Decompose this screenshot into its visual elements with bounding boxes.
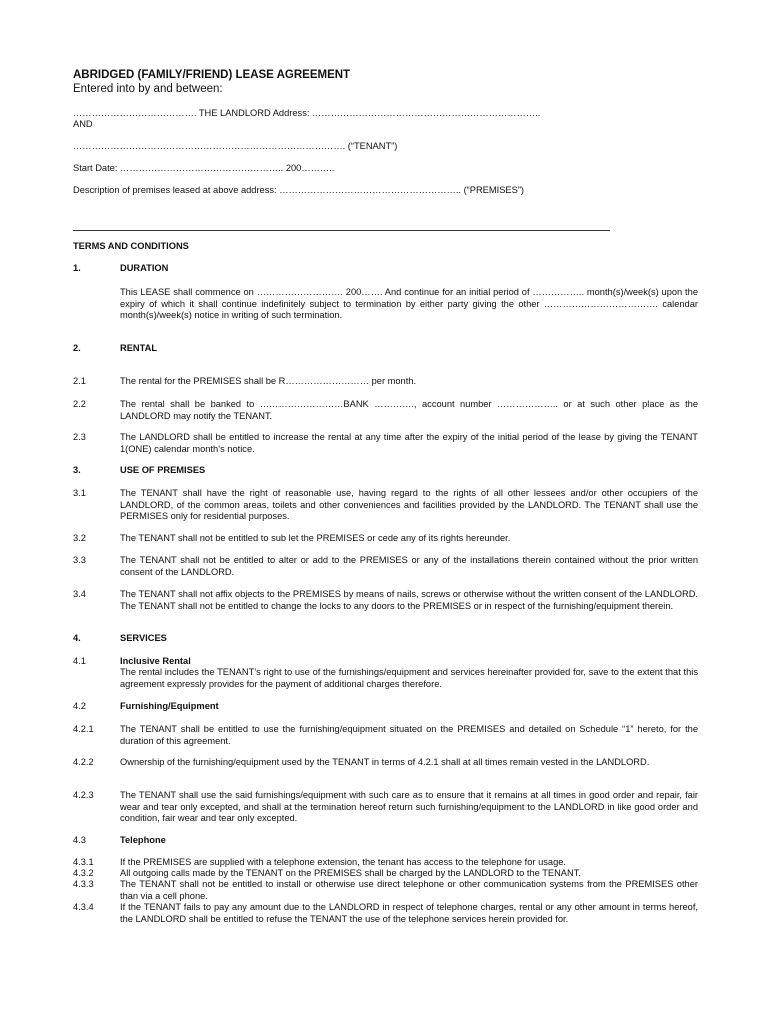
horizontal-divider [73, 230, 610, 231]
premises-description-line: Description of premises leased at above address: ………………………………………………….. (“PREMISES”) [73, 185, 525, 195]
clause-4-3-3-text: The TENANT shall not be entitled to install or otherwise use direct telephone or other communication systems from the PREMISES other than via a cell phone. [120, 879, 698, 901]
section-1-number: 1. [73, 263, 81, 273]
clause-2-1-text: The rental for the PREMISES shall be R……………………… per month. [120, 376, 417, 386]
clause-4-3-1-text: If the PREMISES are supplied with a telephone extension, the tenant has access to the telephone for usage. [120, 857, 567, 867]
section-3-title: USE OF PREMISES [120, 465, 206, 475]
clause-4-3-1-number: 4.3.1 [73, 857, 94, 867]
terms-heading: TERMS AND CONDITIONS [73, 241, 189, 251]
clause-4-1-title: Inclusive Rental [120, 656, 191, 666]
clause-3-3-text: The TENANT shall not be entitled to alter or add to the PREMISES or any of the installations therein contained without the prior written consent of the LANDLORD. [120, 555, 698, 577]
clause-4-2-1-number: 4.2.1 [73, 724, 94, 734]
clause-3-1-text: The TENANT shall have the right of reasonable use, having regard to the rights of all other lessees and/or other occupiers of the LANDLORD, of the common areas, toilets and other conveniences and facilities provided by the LANDLORD. The TENANT shall use the PERMISES only for residential purposes. [120, 488, 698, 521]
clause-3-2-number: 3.2 [73, 533, 86, 543]
clause-4-1-number: 4.1 [73, 656, 86, 666]
clause-4-3-title: Telephone [120, 835, 166, 845]
start-date-line: Start Date: …………………………………………….. 200……….. [73, 163, 335, 173]
clause-4-2-3-number: 4.2.3 [73, 790, 94, 800]
section-4-number: 4. [73, 633, 81, 643]
section-4-title: SERVICES [120, 633, 167, 643]
clause-2-1-number: 2.1 [73, 376, 86, 386]
clause-4-3-3-number: 4.3.3 [73, 879, 94, 889]
clause-3-4-text: The TENANT shall not affix objects to the PREMISES by means of nails, screws or otherwise without the written consent of the LANDLORD. The TENANT shall not be entitled to change the locks to any doors to the PREMISES or in respect of the furnishing/equipment therein. [120, 589, 698, 611]
clause-3-3-number: 3.3 [73, 555, 86, 565]
section-1-title: DURATION [120, 263, 169, 273]
clause-4-3-4-number: 4.3.4 [73, 902, 94, 912]
clause-4-2-number: 4.2 [73, 701, 86, 711]
clause-4-1-text: The rental includes the TENANT’s right to use of the furnishings/equipment and services hereinafter provided for, save to the extent that this agreement expressly provides for the payment of additional charges therefore. [120, 667, 698, 689]
clause-3-4-number: 3.4 [73, 589, 86, 599]
document-subtitle: Entered into by and between: [73, 83, 223, 95]
section-1-text: This LEASE shall commence on ………………………. 200……. And continue for an initial period of …………….. month(s)/week(s) upon the expiry of which it shall continue indefinitely subject to termination by either party giving the other ………………………………. calendar month(s)/week(s) notice in writing of such termination. [120, 287, 698, 320]
clause-4-2-3-text: The TENANT shall use the said furnishings/equipment with such care as to ensure that it remains at all times in good order and repair, fair wear and tear only excepted, and shall at the termination hereof return such furnishing/equipment to the LANDLORD in like good order and condition, fair wear and tear only excepted. [120, 790, 698, 823]
clause-2-2-number: 2.2 [73, 399, 86, 409]
clause-4-2-title: Furnishing/Equipment [120, 701, 219, 711]
clause-4-2-1-text: The TENANT shall be entitled to use the furnishing/equipment situated on the PREMISES and detailed on Schedule “1” hereto, for the duration of this agreement. [120, 724, 698, 746]
section-3-number: 3. [73, 465, 81, 475]
clause-2-3-text: The LANDLORD shall be entitled to increase the rental at any time after the expiry of the initial period of the lease by giving the TENANT 1(ONE) calendar month’s notice. [120, 432, 698, 454]
tenant-line: ……………………………………………………………………………. (“TENANT”) [73, 141, 398, 151]
document-title: ABRIDGED (FAMILY/FRIEND) LEASE AGREEMENT [73, 69, 351, 81]
section-2-title: RENTAL [120, 343, 158, 353]
clause-4-3-2-text: All outgoing calls made by the TENANT on the PREMISES shall be charged by the LANDLORD to the TENANT. [120, 868, 581, 878]
section-2-number: 2. [73, 343, 81, 353]
landlord-line: …………………………………. THE LANDLORD Address: ……………………………………………………………….. [73, 108, 541, 118]
clause-4-3-number: 4.3 [73, 835, 86, 845]
clause-3-2-text: The TENANT shall not be entitled to sub let the PREMISES or cede any of its rights hereunder. [120, 533, 511, 543]
clause-4-2-2-number: 4.2.2 [73, 757, 94, 767]
clause-4-2-2-text: Ownership of the furnishing/equipment used by the TENANT in terms of 4.2.1 shall at all times remain vested in the LANDLORD. [120, 757, 650, 767]
clause-4-3-4-text: If the TENANT fails to pay any amount due to the LANDLORD in respect of telephone charges, rental or any other amount in terms hereof, the LANDLORD shall be entitled to refuse the TENANT the use of the telephone services herein provided for. [120, 902, 698, 924]
and-text: AND [73, 119, 93, 129]
clause-2-3-number: 2.3 [73, 432, 86, 442]
clause-4-3-2-number: 4.3.2 [73, 868, 94, 878]
clause-3-1-number: 3.1 [73, 488, 86, 498]
clause-2-2-text: The rental shall be banked to ………………………BANK …………., account number ……………….. or at such other place as the LANDLORD may notify the TENANT. [120, 399, 698, 421]
